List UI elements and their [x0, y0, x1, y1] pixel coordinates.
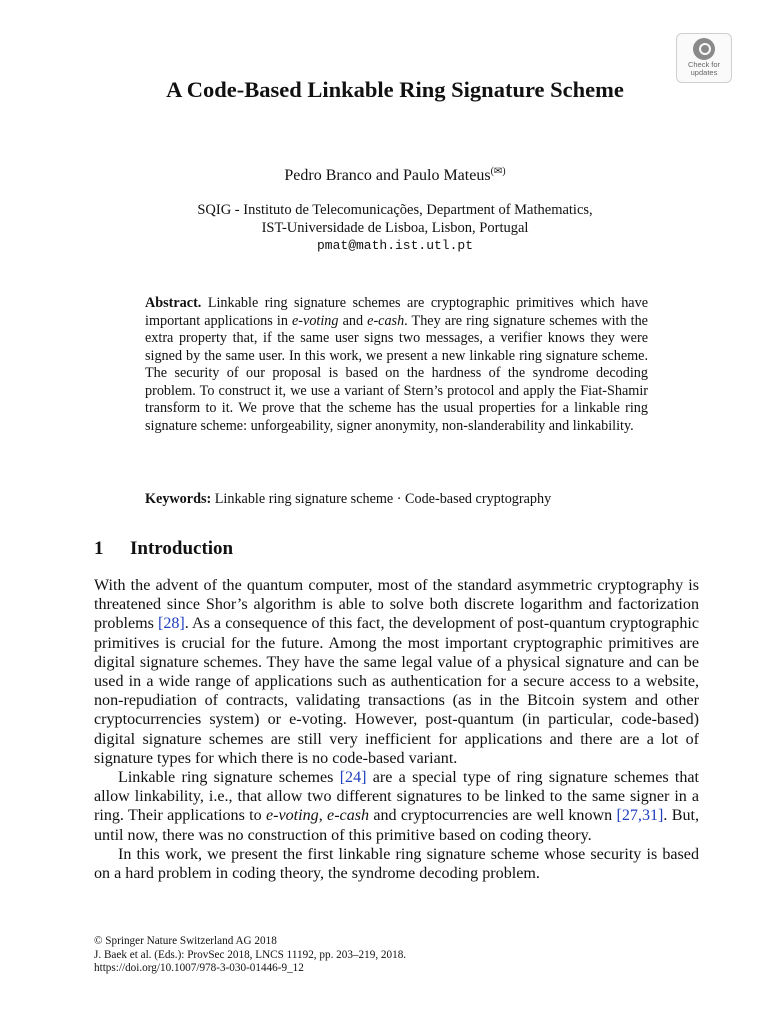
citation-link[interactable]: [27,31] [616, 807, 664, 825]
corresponding-author-mark: (✉) [490, 166, 506, 177]
affiliation-line-2: IST-Universidade de Lisboa, Lisbon, Portugal [261, 219, 529, 236]
abstract-text-1: Linkable ring signature schemes are cryptographic primitives which have important applications in [145, 295, 648, 329]
p1-text-a: With the advent of the quantum computer, most of the standard asymmetric cryptography is threatened since Shor’s algorithm is able to solve both discrete logarithm and factorization problems [94, 577, 699, 633]
body-text [94, 576, 699, 883]
affiliation-line-1: SQIG - Instituto de Telecomunicações, Department of Mathematics, [197, 202, 593, 218]
badge-label-1: Check for [687, 60, 721, 69]
abstract-text-2: and [338, 312, 368, 329]
abstract [145, 295, 648, 435]
keywords-text: Linkable ring signature scheme · Code-based cryptography [214, 491, 552, 507]
p2-text-d: and cryptocurrencies are well known [369, 807, 617, 825]
abstract-text-3: . They are ring signature schemes with the extra property that, if the same user signs two messages, a verifier knows they were signed by the same user. In this work, we present a new linkable ring signature scheme. The security of our proposal is based on the hardness of the syndrome decoding problem. To construct it, we use a variant of Stern’s protocol and apply the Fiat-Shamir transform to it. We prove that the scheme has the usual properties for a linkable ring signature scheme: unforgeability, signer anonymity, non-slanderability and linkability. [145, 312, 648, 434]
p2-text-e: . But, until now, there was no construction of this primitive based on coding theory. [94, 807, 700, 844]
section-title: Introduction [130, 538, 234, 559]
section-heading [94, 538, 233, 560]
authors [110, 166, 680, 185]
abstract-em-1: e-voting [292, 312, 339, 329]
paragraph-3: In this work, we present the first linkable ring signature scheme whose security is based on a hard problem in coding theory, the syndrome decoding problem. [94, 845, 699, 883]
author-email[interactable]: pmat@math.ist.utl.pt [316, 238, 474, 253]
p2-em-1: e-voting [265, 807, 319, 825]
citation-link[interactable]: [24] [339, 769, 367, 787]
affiliation [110, 202, 680, 255]
abstract-label: Abstract. [145, 295, 202, 311]
p2-text-c: , [318, 807, 328, 825]
abstract-em-2: e-cash [367, 312, 405, 329]
keywords-label: Keywords: [145, 491, 212, 507]
citation-link[interactable]: [28] [157, 615, 185, 633]
section-number: 1 [94, 538, 104, 559]
paper-title: A Code-Based Linkable Ring Signature Scheme [166, 77, 624, 102]
doi-link[interactable]: https://doi.org/10.1007/978-3-030-01446-9_12 [94, 962, 304, 974]
paragraph-1 [94, 576, 699, 768]
badge-label-2: updates [690, 68, 718, 77]
p2-text-a: Linkable ring signature schemes [118, 769, 340, 787]
paragraph-2 [94, 768, 699, 845]
check-for-updates-badge[interactable] [676, 33, 732, 83]
footer [94, 935, 694, 976]
p2-em-2: e-cash [327, 807, 370, 825]
keywords [145, 491, 648, 508]
citation-line: J. Baek et al. (Eds.): ProvSec 2018, LNCS 11192, pp. 203–219, 2018. [94, 948, 407, 961]
p2-text-b: are a special type of ring signature schemes that allow linkability, i.e., that allow two different signatures to be linked to the same signer in a ring. Their applications to [94, 769, 699, 825]
copyright-line: © Springer Nature Switzerland AG 2018 [94, 935, 277, 947]
author-names: Pedro Branco and Paulo Mateus [284, 167, 491, 184]
crossmark-icon [693, 38, 715, 60]
p1-text-b: . As a consequence of this fact, the development of post-quantum cryptographic primitives is crucial for the future. Among the most important cryptographic primitives are digital signature schemes. They have the same legal value of a physical signature and can be used in a wide range of applications such as authentication for a secure access to a website, non-repudiation of contracts, validating transactions (as in the Bitcoin system and other cryptocurrencies system) or e-voting. However, post-quantum (in particular, code-based) digital signature schemes are still very inefficient for applications and there are a lot of signature types for which there is no code-based variant. [94, 615, 699, 767]
